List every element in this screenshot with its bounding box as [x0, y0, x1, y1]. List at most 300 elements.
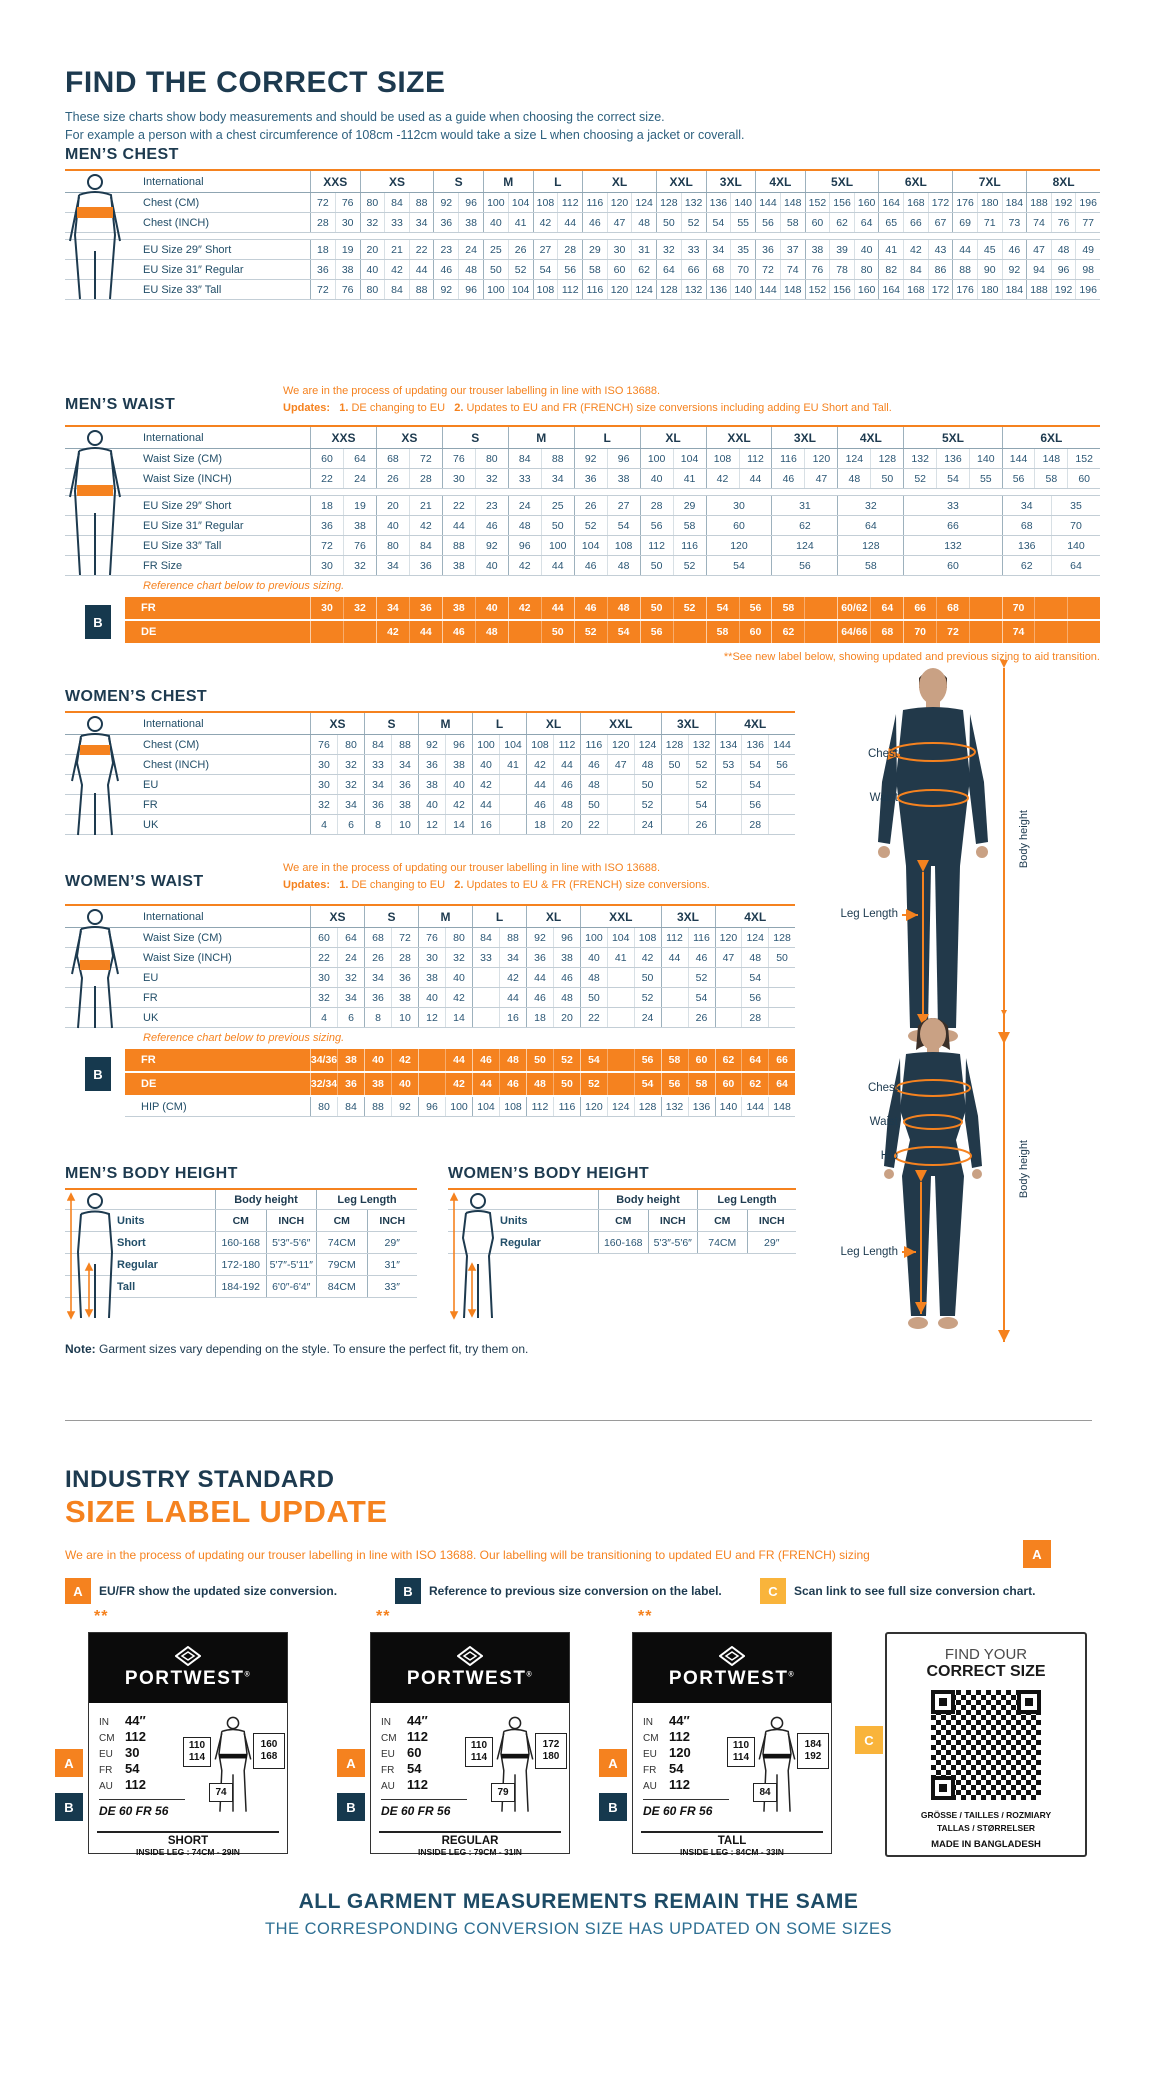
- size-group: [661, 815, 715, 834]
- table-cell: 32: [864, 499, 877, 512]
- table-cell: 27: [607, 496, 640, 515]
- table-row: [65, 449, 1100, 469]
- table-cell: 62: [799, 519, 811, 532]
- size-group: [805, 193, 879, 212]
- size-group: [364, 948, 418, 967]
- table-cell: 48: [607, 556, 640, 575]
- table-cell: XL: [545, 716, 562, 731]
- size-group: [310, 755, 364, 774]
- table-cell: XS: [329, 716, 346, 731]
- table-cell: 34: [391, 755, 418, 774]
- size-group: [364, 1097, 418, 1116]
- table-cell: 62: [722, 1054, 735, 1066]
- row-groups: [310, 240, 1100, 259]
- row-groups: [310, 193, 1100, 212]
- table-cell: [311, 621, 343, 643]
- unit-cell: CM: [316, 1210, 367, 1231]
- table-cell: 108: [713, 452, 732, 465]
- table-cell: 42: [409, 516, 442, 535]
- updates-label: Updates:: [283, 402, 331, 414]
- table-cell: 72: [409, 449, 442, 468]
- table-cell: 136: [936, 449, 969, 468]
- table-cell: M: [536, 430, 547, 445]
- table-cell: [343, 621, 376, 643]
- size-group: [640, 516, 706, 535]
- size-group: [952, 280, 1026, 299]
- table-cell: 26: [508, 240, 533, 259]
- table-cell: XXL: [609, 716, 633, 731]
- table-cell: 60: [811, 216, 824, 229]
- table-cell: 38: [426, 971, 438, 984]
- size-group: [483, 240, 533, 259]
- size-group: [582, 260, 656, 279]
- table-cell: 3XL: [676, 909, 699, 924]
- table-cell: 56: [741, 988, 768, 1007]
- qr-code[interactable]: [931, 1690, 1041, 1800]
- size-group: [1026, 213, 1100, 232]
- man-leg-length-label: Leg Length: [840, 908, 898, 920]
- table-cell: 108: [531, 738, 549, 751]
- table-cell: 54: [712, 216, 725, 229]
- size-group: [837, 556, 903, 575]
- table-cell: 54: [634, 1073, 661, 1095]
- table-cell: 46: [440, 263, 453, 276]
- value-cell: 33″: [367, 1276, 418, 1297]
- value-cell: 6'0″-6'4″: [266, 1276, 317, 1297]
- table-cell: 20: [553, 1008, 580, 1027]
- table-cell: [969, 597, 1002, 619]
- table-cell: 46: [499, 1073, 526, 1095]
- mens-body-height-title: MEN’S BODY HEIGHT: [65, 1165, 238, 1182]
- size-group: [715, 755, 796, 774]
- table-cell: 52: [681, 213, 706, 232]
- table-cell: [768, 775, 795, 794]
- table-cell: 39: [829, 240, 854, 259]
- size-group: [310, 1073, 364, 1095]
- table-cell: 192: [1051, 193, 1076, 212]
- size-group: [360, 240, 434, 259]
- spec-value: 60: [407, 1745, 422, 1760]
- size-group: [310, 775, 364, 794]
- female-chest-figure-icon: [67, 715, 123, 837]
- size-group: [310, 240, 360, 259]
- table-cell: 30: [335, 213, 360, 232]
- table-cell: 180: [977, 280, 1002, 299]
- table-cell: 96: [426, 1100, 438, 1113]
- size-group: [483, 171, 533, 192]
- mens-waist-previous-sizing-rows: [65, 597, 1100, 645]
- table-row: [65, 735, 795, 755]
- table-cell: 54: [733, 559, 745, 572]
- table-cell: 7XL: [978, 174, 1001, 189]
- table-cell: 44: [409, 621, 442, 643]
- size-group: [526, 928, 580, 947]
- table-cell: 160: [854, 193, 879, 212]
- table-cell: 36: [409, 597, 442, 619]
- portwest-logo-header: [89, 1633, 287, 1703]
- table-cell: 56: [799, 559, 811, 572]
- row-groups: [310, 948, 795, 967]
- value-cell: 84CM: [316, 1276, 367, 1297]
- table-cell: 80: [337, 735, 364, 754]
- chest-band-highlight: [80, 745, 110, 755]
- size-group: [582, 193, 656, 212]
- table-row: [65, 904, 795, 928]
- table-cell: 40: [475, 597, 508, 619]
- table-cell: 47: [607, 755, 634, 774]
- table-cell: 64: [337, 928, 364, 947]
- body-height-row: [65, 1276, 417, 1298]
- size-group: [574, 597, 640, 619]
- table-cell: 144: [741, 1097, 768, 1116]
- table-cell: 48: [607, 597, 640, 619]
- size-group: [755, 260, 805, 279]
- size-group: [903, 536, 1001, 555]
- size-group: [472, 1097, 526, 1116]
- label-stars: **: [376, 1608, 391, 1625]
- table-cell: 80: [318, 1100, 330, 1113]
- size-group: [508, 536, 574, 555]
- table-cell: 134: [719, 738, 738, 751]
- size-group: [952, 171, 1026, 192]
- table-cell: 48: [848, 472, 861, 485]
- height-measure-box: 160 168: [253, 1733, 285, 1769]
- size-group: [310, 795, 364, 814]
- table-cell: 94: [1033, 263, 1045, 276]
- size-group: [580, 775, 661, 794]
- size-group: [442, 597, 508, 619]
- previous-de-fr-size: DE 60 FR 56: [381, 1804, 451, 1818]
- size-group: [310, 1097, 364, 1116]
- size-group: [715, 968, 796, 987]
- table-cell: 44: [534, 778, 546, 791]
- value-cell: 172-180: [215, 1254, 266, 1275]
- table-cell: 32: [343, 556, 376, 575]
- table-cell: 24: [343, 469, 376, 488]
- table-cell: 19: [335, 240, 360, 259]
- table-cell: 40: [372, 1054, 384, 1066]
- table-cell: 38: [445, 755, 472, 774]
- table-cell: 3XL: [676, 716, 699, 731]
- table-cell: 40: [490, 216, 502, 229]
- mens-chest-title: MEN’S CHEST: [65, 146, 179, 163]
- table-cell: 136: [688, 1097, 715, 1116]
- table-cell: [768, 1008, 795, 1027]
- table-cell: 128: [768, 928, 795, 947]
- table-cell: 128: [634, 1097, 661, 1116]
- size-group: [472, 815, 526, 834]
- table-cell: 66: [768, 1049, 795, 1071]
- table-cell: 176: [956, 196, 974, 209]
- size-group: [310, 260, 360, 279]
- table-cell: 148: [768, 1097, 795, 1116]
- size-group: [433, 280, 483, 299]
- transition-note: **See new label below, showing updated and previous sizing to aid transition.: [723, 651, 1100, 663]
- table-cell: 100: [445, 1097, 472, 1116]
- table-cell: 92: [391, 1097, 418, 1116]
- table-cell: 38: [335, 260, 360, 279]
- table-cell: 112: [557, 280, 582, 299]
- size-group: [526, 795, 580, 814]
- table-cell: 92: [440, 283, 453, 296]
- table-cell: 50: [588, 798, 600, 811]
- size-group: [472, 1008, 526, 1027]
- table-cell: 48: [588, 778, 600, 791]
- table-row: [65, 815, 795, 835]
- female-height-figure-icon: [450, 1192, 498, 1320]
- size-group: [472, 713, 526, 734]
- size-group: [580, 988, 661, 1007]
- size-group: [433, 240, 483, 259]
- size-group: [837, 516, 903, 535]
- table-cell: 80: [366, 196, 379, 209]
- table-cell: 92: [534, 931, 546, 944]
- table-cell: 66: [947, 519, 959, 532]
- table-cell: 56: [768, 755, 795, 774]
- size-group: [310, 449, 376, 468]
- qr-finder-bl: [931, 1776, 955, 1800]
- size-group: [418, 775, 472, 794]
- row-groups: [310, 1049, 795, 1071]
- table-row: [65, 775, 795, 795]
- table-cell: 64: [1051, 556, 1100, 575]
- table-cell: 64: [662, 263, 675, 276]
- table-cell: 124: [845, 452, 864, 465]
- iso-note-line1: We are in the process of updating our trouser labelling in line with ISO 13688.: [283, 385, 661, 397]
- registered-mark: ®: [526, 1671, 534, 1679]
- table-row: [65, 240, 1100, 260]
- table-cell: 88: [372, 1100, 384, 1113]
- row-label: Short: [117, 1236, 146, 1249]
- spec-value: 54: [125, 1761, 140, 1776]
- woman-leg-length-label: Leg Length: [840, 1246, 898, 1258]
- table-cell: 108: [499, 1097, 526, 1116]
- table-row: [65, 213, 1100, 233]
- previous-de-fr-size: DE 60 FR 56: [643, 1804, 713, 1818]
- size-group: [771, 469, 837, 488]
- table-cell: 34: [337, 988, 364, 1007]
- table-cell: 30: [318, 758, 330, 771]
- table-cell: 60: [739, 621, 772, 643]
- table-cell: 88: [499, 928, 526, 947]
- table-cell: [662, 815, 688, 834]
- table-cell: 116: [553, 1097, 580, 1116]
- table-cell: 96: [458, 280, 483, 299]
- update-paragraph-text: We are in the process of updating our trouser labelling in line with ISO 13688. Our labelling will be transitioning to updated EU and FR (FRENCH) sizing: [65, 1548, 870, 1562]
- table-cell: 22: [321, 472, 333, 485]
- table-cell: 42: [445, 795, 472, 814]
- table-cell: [716, 1008, 742, 1027]
- table-cell: M: [440, 909, 451, 924]
- size-group: [418, 755, 472, 774]
- size-group: [878, 260, 952, 279]
- row-groups: [310, 968, 795, 987]
- size-group: [533, 213, 583, 232]
- size-group: [661, 735, 715, 754]
- table-row: [65, 711, 795, 735]
- table-cell: 33: [947, 499, 959, 512]
- inside-leg-text: INSIDE LEG : 79CM - 31IN: [418, 1847, 522, 1857]
- size-spec-row: [99, 1713, 146, 1728]
- table-cell: 124: [607, 1097, 634, 1116]
- waist-measure-box: 110 114: [183, 1737, 211, 1767]
- table-cell: 48: [518, 519, 531, 532]
- size-group: [472, 775, 526, 794]
- table-cell: 54: [607, 516, 640, 535]
- table-cell: 50: [634, 775, 661, 794]
- size-group: [715, 795, 796, 814]
- table-cell: 45: [977, 240, 1002, 259]
- table-cell: 100: [487, 283, 505, 296]
- size-group: [580, 1073, 661, 1095]
- table-cell: 40: [426, 798, 438, 811]
- intro-line-2: For example a person with a chest circumference of 108cm -112cm would take a size L when choosing a jacket or coverall.: [65, 128, 745, 142]
- spec-value: 30: [125, 1745, 140, 1760]
- table-cell: 32: [337, 775, 364, 794]
- size-group: [771, 427, 837, 448]
- table-cell: 116: [586, 196, 604, 209]
- table-cell: 36: [337, 1073, 364, 1095]
- table-cell: 54: [607, 621, 640, 643]
- table-cell: 4: [321, 1011, 327, 1024]
- table-cell: [607, 988, 634, 1007]
- table-cell: 28: [557, 240, 582, 259]
- table-cell: 144: [759, 196, 777, 209]
- table-cell: XS: [388, 174, 405, 189]
- table-cell: 6: [337, 1008, 364, 1027]
- table-cell: 58: [673, 516, 706, 535]
- table-cell: 66: [681, 260, 706, 279]
- height-measure-box: 184 192: [797, 1733, 829, 1769]
- row-label: UK: [143, 1011, 159, 1024]
- size-group: [1002, 449, 1100, 468]
- spec-code: FR: [381, 1765, 395, 1776]
- table-cell: 54: [539, 263, 552, 276]
- chest-band-highlight: [77, 207, 113, 218]
- table-cell: 80: [387, 539, 399, 552]
- table-cell: 128: [660, 196, 678, 209]
- table-cell: 25: [541, 496, 574, 515]
- size-group: [508, 449, 574, 468]
- table-cell: [662, 795, 688, 814]
- table-cell: 50: [870, 469, 903, 488]
- table-cell: 38: [607, 469, 640, 488]
- size-group: [310, 536, 376, 555]
- size-group: [310, 621, 376, 643]
- table-cell: 24: [518, 499, 531, 512]
- size-group: [771, 449, 837, 468]
- table-cell: 48: [588, 971, 600, 984]
- body-height-header-row: [65, 1188, 417, 1210]
- size-group: [574, 556, 640, 575]
- table-cell: 82: [885, 263, 898, 276]
- size-group: [878, 171, 952, 192]
- womens-waist-previous-sizing-rows: [65, 1049, 795, 1097]
- size-group: [508, 427, 574, 448]
- qr-made-in: MADE IN BANGLADESH: [931, 1839, 1041, 1850]
- table-cell: 84: [518, 452, 531, 465]
- table-cell: 132: [681, 280, 706, 299]
- legend-text-a: EU/FR show the updated size conversion.: [99, 1584, 338, 1598]
- header-row: International: [143, 431, 204, 444]
- woman-chest-label: Chest: [867, 1082, 898, 1094]
- size-group: [483, 213, 533, 232]
- spec-underline: [643, 1799, 729, 1800]
- size-group: [310, 280, 360, 299]
- size-spec-row: [643, 1761, 683, 1776]
- table-cell: 38: [426, 778, 438, 791]
- spec-code: EU: [381, 1749, 395, 1760]
- table-cell: 52: [634, 795, 661, 814]
- size-group: [442, 516, 508, 535]
- legend-badge-b: B: [395, 1578, 421, 1604]
- units-row: [448, 1210, 796, 1232]
- table-cell: 30: [452, 472, 465, 485]
- table-cell: 88: [409, 193, 434, 212]
- size-group: [1002, 597, 1100, 619]
- table-cell: 64: [854, 213, 879, 232]
- size-group: [878, 213, 952, 232]
- size-group: [715, 1097, 796, 1116]
- table-cell: 40: [426, 991, 438, 1004]
- header-row: International: [143, 910, 204, 923]
- size-group: [771, 621, 837, 643]
- table-row: [65, 260, 1100, 280]
- table-cell: 28: [650, 499, 663, 512]
- table-cell: 132: [944, 539, 962, 552]
- spec-underline: [381, 1799, 467, 1800]
- row-groups: [310, 1073, 795, 1095]
- size-group: [508, 469, 574, 488]
- legend-badge-a: A: [65, 1578, 91, 1604]
- size-group: [715, 1008, 796, 1027]
- table-cell: 3XL: [719, 174, 742, 189]
- size-group: [433, 213, 483, 232]
- table-cell: 56: [762, 216, 774, 229]
- unit-cell: INCH: [747, 1210, 797, 1231]
- table-cell: 120: [585, 1100, 603, 1113]
- size-group: [364, 713, 418, 734]
- table-cell: 62: [782, 626, 795, 638]
- size-group: [903, 597, 1001, 619]
- table-cell: 88: [409, 280, 434, 299]
- table-cell: 152: [808, 283, 827, 296]
- table-cell: 40: [854, 240, 879, 259]
- legend-text-c: Scan link to see full size conversion chart.: [794, 1584, 1036, 1598]
- table-cell: 29: [589, 243, 601, 256]
- table-cell: 52: [914, 472, 927, 485]
- table-cell: 41: [499, 755, 526, 774]
- table-cell: 40: [588, 951, 600, 964]
- table-cell: 180: [977, 193, 1002, 212]
- hip-row: [65, 1097, 795, 1117]
- spec-value: 54: [669, 1761, 684, 1776]
- size-group: [580, 755, 661, 774]
- value-cell: 5'3″-5'6″: [648, 1232, 698, 1253]
- size-group: [310, 556, 376, 575]
- size-group: [508, 597, 574, 619]
- updates-label: Updates:: [283, 879, 331, 891]
- table-cell: XXL: [727, 430, 751, 445]
- table-cell: 40: [650, 472, 663, 485]
- size-group: [508, 516, 574, 535]
- body-height-row: [448, 1232, 796, 1254]
- units-label: Units: [117, 1214, 145, 1227]
- size-spec-row: [643, 1777, 690, 1792]
- portwest-diamond-icon: [175, 1646, 201, 1666]
- size-group: [1026, 171, 1100, 192]
- previous-de-fr-size: DE 60 FR 56: [99, 1804, 169, 1818]
